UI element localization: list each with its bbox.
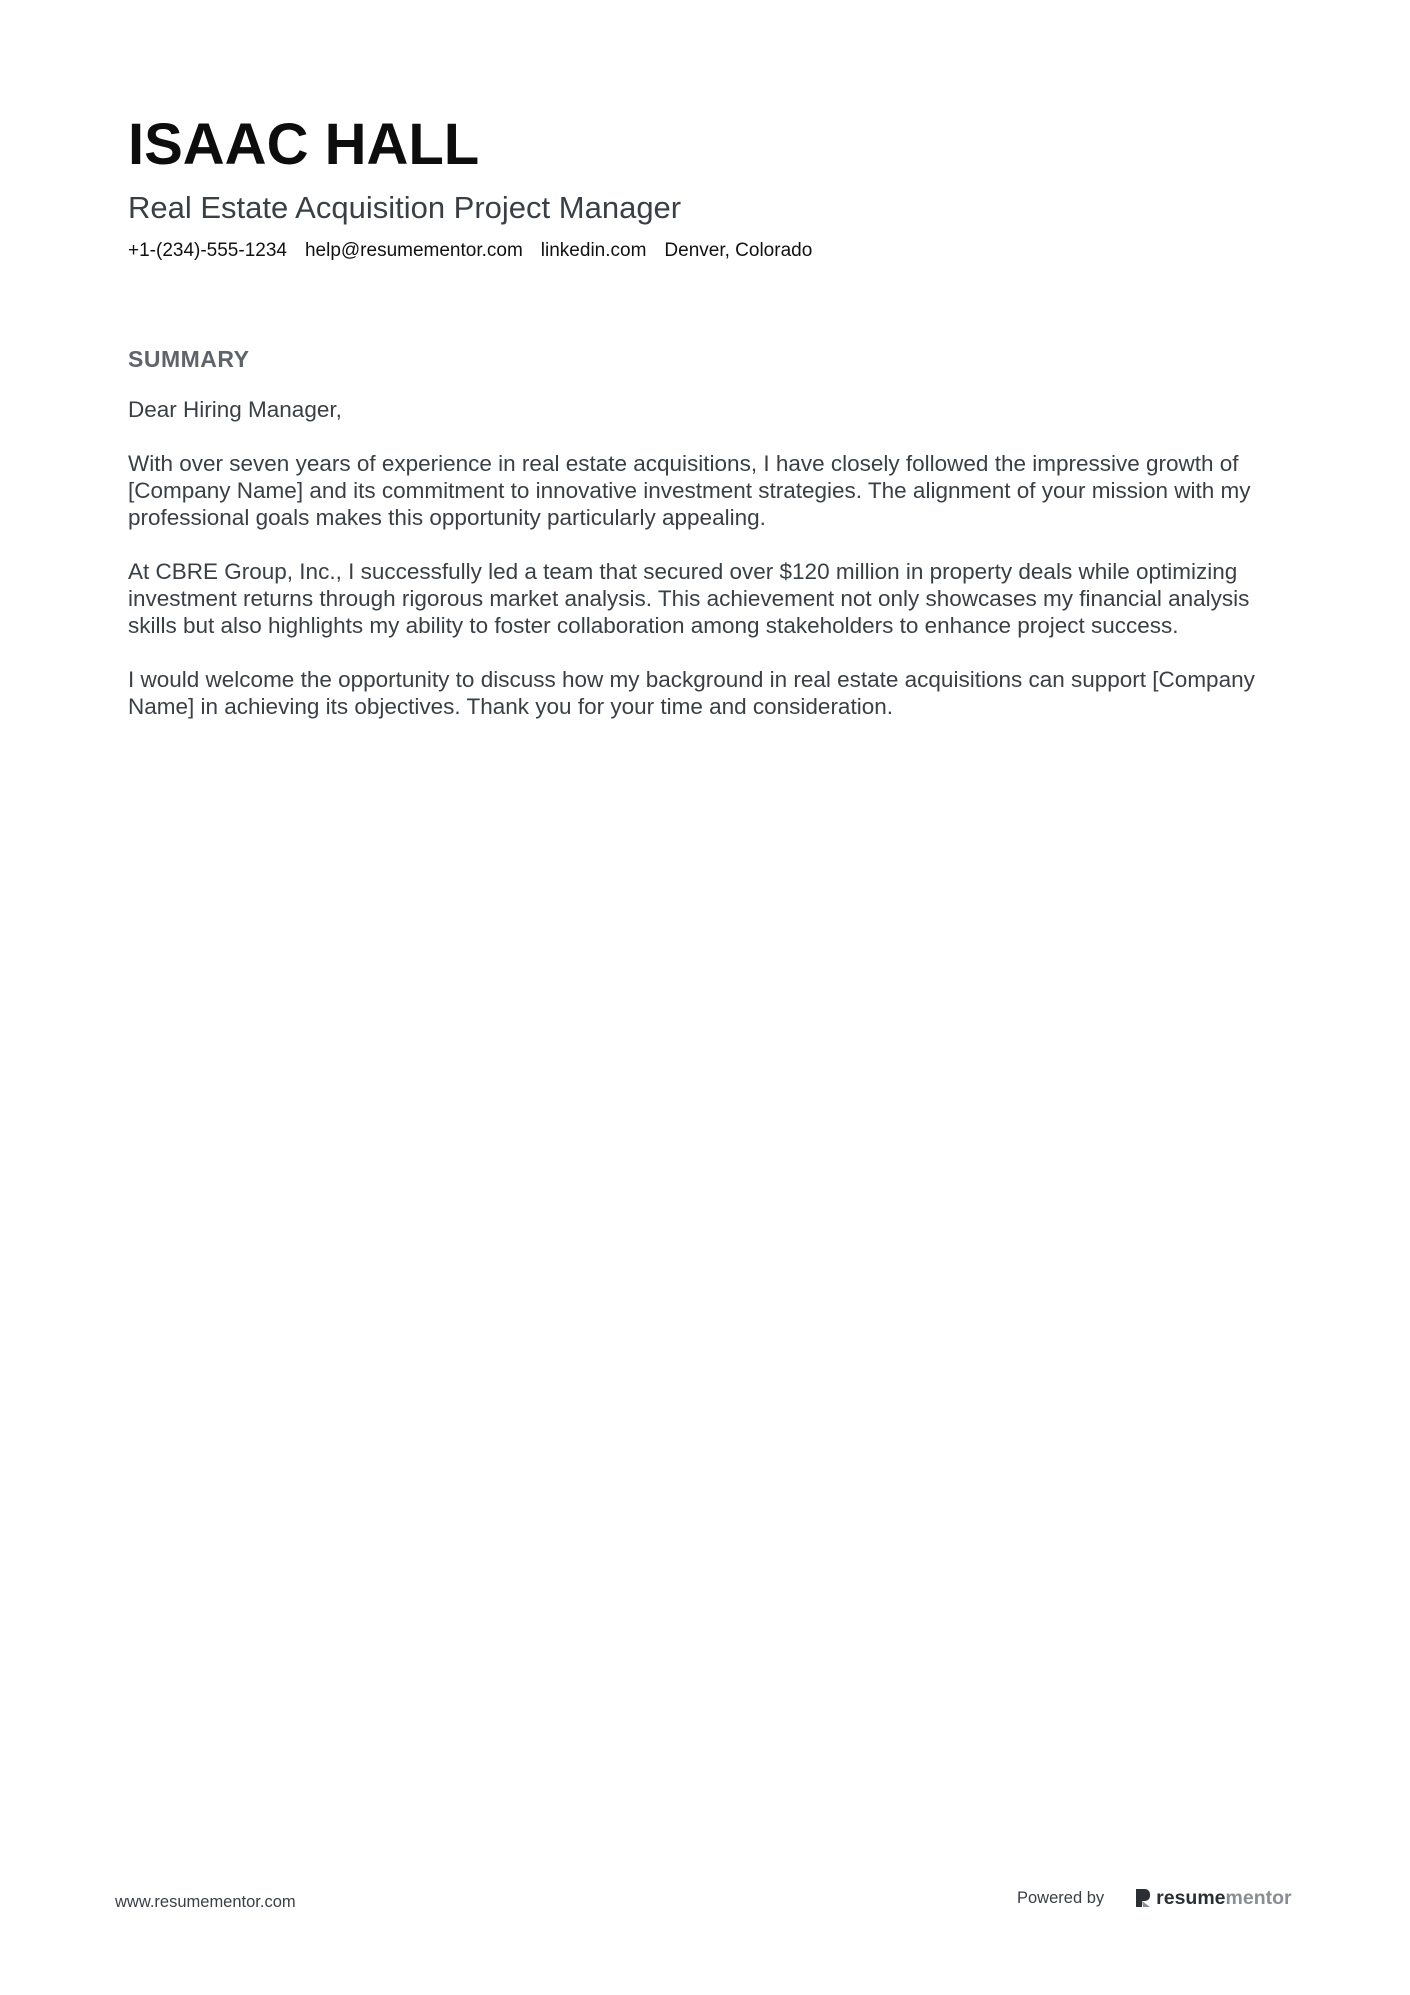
resumementor-logo-icon: [1134, 1887, 1152, 1909]
contact-phone: +1-(234)-555-1234: [128, 240, 287, 261]
footer-website[interactable]: www.resumementor.com: [115, 1893, 296, 1911]
job-title: Real Estate Acquisition Project Manager: [128, 190, 682, 225]
contact-email[interactable]: help@resumementor.com: [304, 240, 523, 261]
section-title: SUMMARY: [128, 346, 250, 372]
summary-paragraph: At CBRE Group, Inc., I successfully led a team that secured over $120 million in property deals while optimizing investment returns through rigorous market analysis. This achievement not only showcases my financial analysis skills but also highlights my ability to foster collaboration among stakeholders to enhance project success.: [128, 559, 1250, 638]
summary-section: [128, 344, 1278, 747]
candidate-name: ISAAC HALL: [128, 112, 480, 177]
brand-name-strong: resume: [1156, 1887, 1226, 1909]
contact-linkedin[interactable]: linkedin.com: [540, 240, 647, 261]
contact-location: Denver, Colorado: [664, 240, 813, 261]
brand-logo[interactable]: [1134, 1886, 1291, 1910]
summary-paragraph: With over seven years of experience in real estate acquisitions, I have closely followed the impressive growth of [Company Name] and its commitment to innovative investment strategies. The alignment of your mission with my professional goals makes this opportunity particularly appealing.: [128, 451, 1251, 530]
resume-header: [128, 110, 1278, 264]
salutation: Dear Hiring Manager,: [128, 397, 342, 422]
summary-paragraph: I would welcome the opportunity to discuss how my background in real estate acquisitions can support [Company Name] in achieving its objectives. Thank you for your time and consideration.: [128, 667, 1255, 719]
powered-by-label: Powered by: [1017, 1889, 1105, 1907]
contact-info: [128, 238, 1278, 264]
footer-branding: [1017, 1886, 1292, 1910]
brand-name-light: mentor: [1225, 1887, 1292, 1909]
